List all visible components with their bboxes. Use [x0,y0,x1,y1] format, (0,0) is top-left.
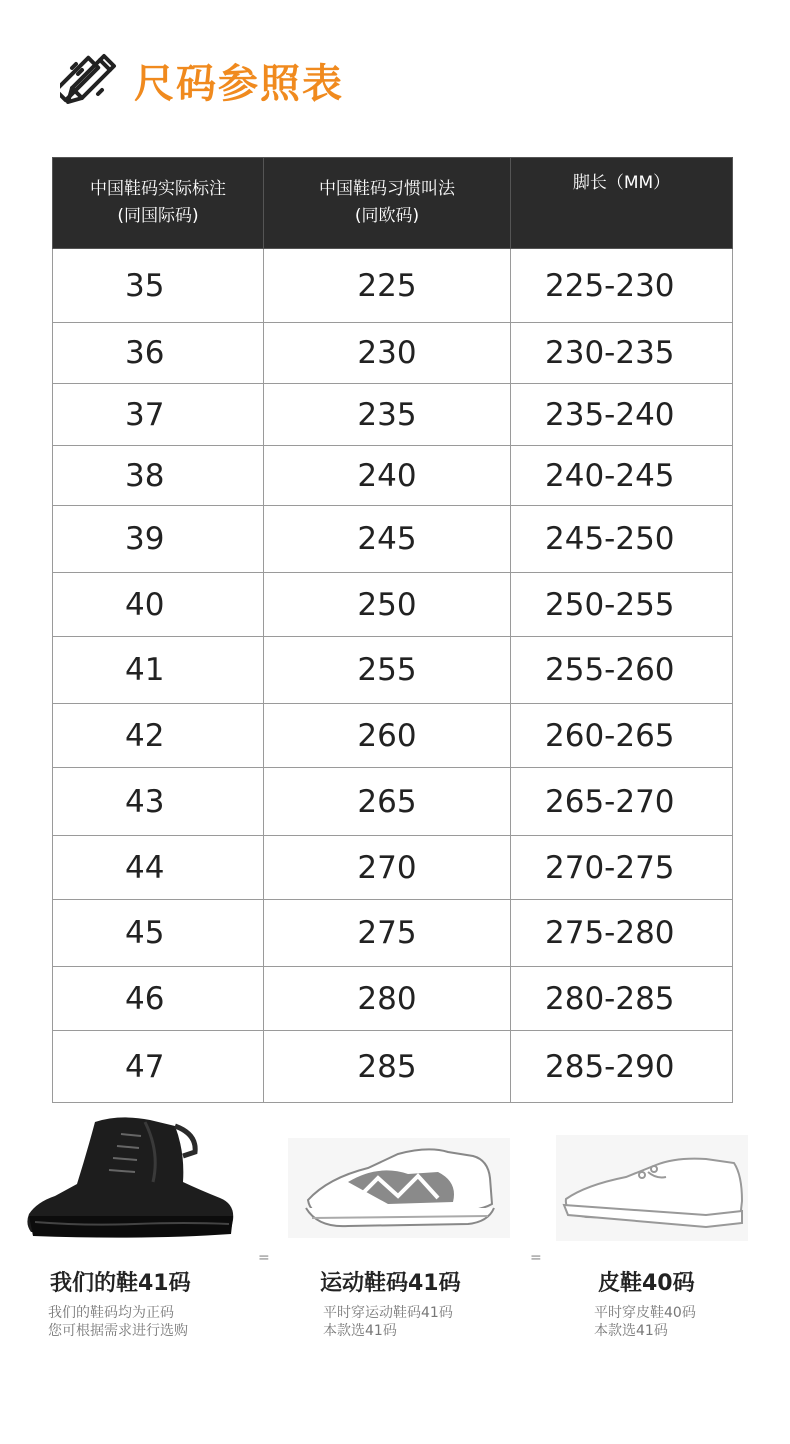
page-title: 尺码参照表 [134,60,344,107]
table-cell: 265-270 [511,768,733,836]
table-header-row [53,158,733,249]
pencil-ruler-icon [60,50,120,110]
header [60,48,344,112]
table-cell: 40 [53,573,264,637]
table-row [53,506,733,573]
table-row [53,637,733,704]
table-cell: 230 [264,323,511,384]
table-cell: 270 [264,836,511,900]
table-cell: 270-275 [511,836,733,900]
column-header [53,158,264,249]
equals-sign: = [530,1250,542,1266]
shoe-caption: 运动鞋码41码 [320,1271,461,1296]
column-header-subline: (同国际码) [117,206,199,226]
table-cell: 47 [53,1031,264,1103]
table-cell: 35 [53,249,264,323]
table-cell: 43 [53,768,264,836]
table-row [53,384,733,446]
table-cell: 41 [53,637,264,704]
shoe-note [594,1304,696,1340]
shoe-note-line: 我们的鞋码均为正码 [48,1305,174,1321]
table-cell: 260-265 [511,704,733,768]
table-cell: 255-260 [511,637,733,704]
column-header-line: 中国鞋码实际标注 [90,179,226,199]
table-cell: 250-255 [511,573,733,637]
table-row [53,573,733,637]
shoe-note-line: 您可根据需求进行选购 [48,1323,188,1339]
table-cell: 285 [264,1031,511,1103]
table-row [53,967,733,1031]
shoe-note [323,1304,453,1340]
table-cell: 275 [264,900,511,967]
table-row [53,249,733,323]
table-row [53,446,733,506]
table-cell: 45 [53,900,264,967]
column-header [264,158,511,249]
table-cell: 285-290 [511,1031,733,1103]
shoe-caption: 我们的鞋41码 [50,1271,191,1296]
shoe-note [48,1304,188,1340]
table-row [53,704,733,768]
table-cell: 245 [264,506,511,573]
shoe-note-line: 平时穿运动鞋码41码 [323,1305,453,1321]
table-cell: 235 [264,384,511,446]
sneaker-outline-icon [288,1138,510,1238]
table-cell: 280-285 [511,967,733,1031]
equals-sign: = [258,1250,270,1266]
table-cell: 280 [264,967,511,1031]
table-cell: 275-280 [511,900,733,967]
table-cell: 230-235 [511,323,733,384]
table-row [53,323,733,384]
table-cell: 245-250 [511,506,733,573]
shoe-caption: 皮鞋40码 [598,1271,695,1296]
column-header-line: 中国鞋码习惯叫法 [319,179,455,199]
table-cell: 255 [264,637,511,704]
table-cell: 46 [53,967,264,1031]
column-header [511,158,733,249]
shoe-note-line: 本款选41码 [594,1323,668,1339]
table-cell: 225-230 [511,249,733,323]
table-cell: 44 [53,836,264,900]
black-boot-icon [25,1112,237,1242]
table-cell: 37 [53,384,264,446]
table-row [53,1031,733,1103]
table-cell: 38 [53,446,264,506]
table-cell: 39 [53,506,264,573]
table-cell: 42 [53,704,264,768]
table-cell: 250 [264,573,511,637]
table-cell: 260 [264,704,511,768]
table-row [53,836,733,900]
table-cell: 240-245 [511,446,733,506]
column-header-subline: (同欧码) [354,206,420,226]
table-cell: 265 [264,768,511,836]
size-table [52,157,733,1103]
leather-shoe-outline-icon [556,1135,748,1241]
table-cell: 36 [53,323,264,384]
table-cell: 225 [264,249,511,323]
shoe-note-line: 本款选41码 [323,1323,397,1339]
table-cell: 240 [264,446,511,506]
column-header-line: 脚长（MM） [572,173,671,193]
table-cell: 235-240 [511,384,733,446]
table-row [53,900,733,967]
table-row [53,768,733,836]
shoe-note-line: 平时穿皮鞋40码 [594,1305,696,1321]
